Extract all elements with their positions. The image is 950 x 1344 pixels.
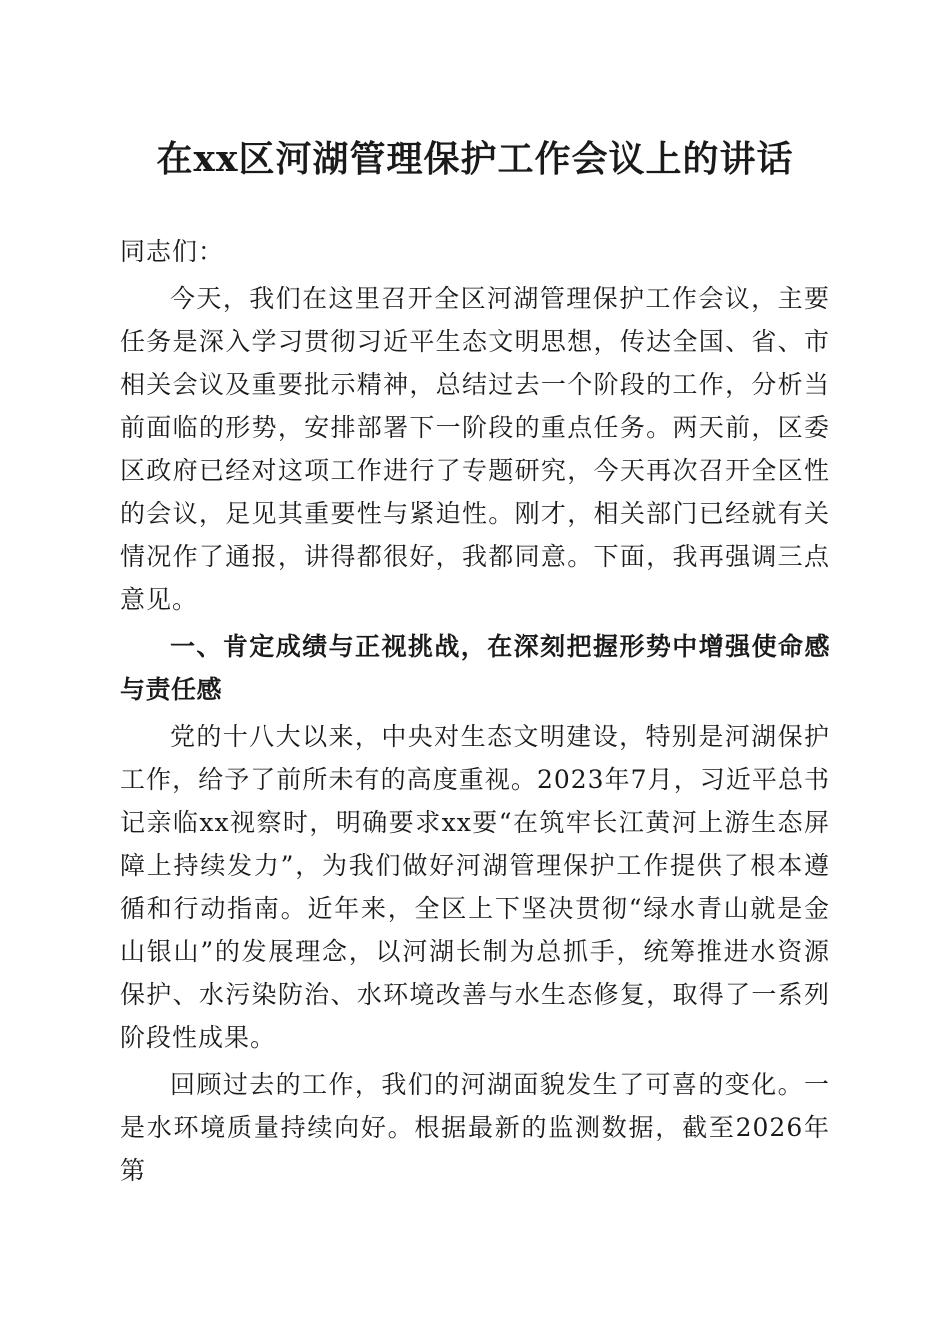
paragraph-section1-1: 党的十八大以来，中央对生态文明建设，特别是河湖保护工作，给予了前所未有的高度重视。2023年7月，习近平总书记亲临xx视察时，明确要求xx要“在筑牢长江黄河上游生态屏障上持续发力”，为我们做好河湖管理保护工作提供了根本遵循和行动指南。近年来，全区上下坚决贯彻“绿水青山就是金山银山”的发展理念，以河湖长制为总抓手，统筹推进水资源保护、水污染防治、水环境改善与水生态修复，取得了一系列阶段性成果。	[120, 722, 830, 1052]
greeting: 同志们：	[120, 237, 225, 266]
document-body	[120, 230, 830, 1192]
paragraph-section1-2: 回顾过去的工作，我们的河湖面貌发生了可喜的变化。一是水环境质量持续向好。根据最新的监测数据，截至2026年第	[120, 1070, 830, 1185]
page-title: 在xx区河湖管理保护工作会议上的讲话	[156, 138, 794, 180]
section-heading-1: 一、肯定成绩与正视挑战，在深刻把握形势中增强使命感与责任感	[120, 632, 830, 704]
paragraph-intro: 今天，我们在这里召开全区河湖管理保护工作会议，主要任务是深入学习贯彻习近平生态文明思想，传达全国、省、市相关会议及重要批示精神，总结过去一个阶段的工作，分析当前面临的形势，安排部署下一阶段的重点任务。两天前，区委区政府已经对这项工作进行了专题研究，今天再次召开全区性的会议，足见其重要性与紧迫性。刚才，相关部门已经就有关情况作了通报，讲得都很好，我都同意。下面，我再强调三点意见。	[120, 284, 830, 614]
